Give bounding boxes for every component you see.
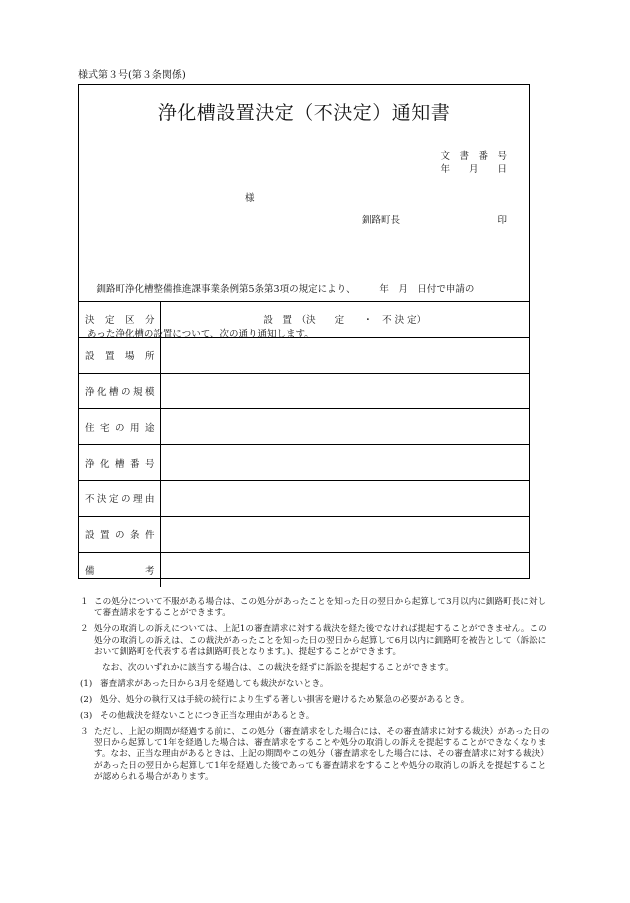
row-label: 浄化槽の規模 xyxy=(79,373,160,409)
note-number: １ xyxy=(80,597,89,607)
notes-section xyxy=(80,597,550,788)
notice-body xyxy=(87,252,523,372)
row-label: 住宅の用途 xyxy=(79,409,160,445)
table-row xyxy=(79,516,529,552)
note-text: この処分について不服がある場合は、この処分があったことを知った日の翌日から起算して3月以内に釧路町長に対して審査請求をすることができます。 xyxy=(94,597,547,619)
note-text: なお、次のいずれかに該当する場合は、この裁決を経ずに訴訟を提起することができます。 xyxy=(102,663,454,674)
note-text: その他裁決を経ないことにつき正当な理由があるとき。 xyxy=(100,710,315,721)
addressee-suffix: 様 xyxy=(245,193,255,204)
notice-frame xyxy=(78,84,530,579)
body-line-2: あった浄化槽の設置について、次の通り通知します。 xyxy=(87,329,314,340)
note-text: ただし、上記の期間が経過する前に、この処分（審査請求をした場合には、その審査請求に対する裁決）があった日の翌日から起算して1年を経過した場合は、審査請求をすることや処分の取消しの訴えを提起することができなくなります。なお、正当な理由があるときは、上記の期間やこの処分（審査請求をした場合には、その審査請求に対する裁決）があった日の翌日から起算して1年を経過した後であっても審査請求をすることや処分の取消しの訴えを提起することが認められる場合があります。 xyxy=(94,726,550,783)
note-number: (1) xyxy=(80,678,93,689)
body-line-1: 釧路町浄化槽整備推進課事業条例第5条第3項の規定により、 年 月 日付で申請の xyxy=(87,284,475,295)
row-value: 設 置 （決 定 ・ 不 決 定） xyxy=(263,315,427,327)
note-2 xyxy=(80,624,550,658)
note-text: 処分、処分の執行又は手続の続行により生ずる著しい損害を避けるため緊急の必要があるとき。 xyxy=(100,694,470,705)
note-number: ２ xyxy=(80,624,89,635)
note-item-3 xyxy=(80,711,550,722)
form-code: 様式第３号(第３条関係) xyxy=(78,70,186,81)
reference-block xyxy=(440,150,507,176)
note-2-supplement xyxy=(80,663,550,674)
row-label: 設置場所 xyxy=(79,337,160,373)
row-value xyxy=(160,373,529,409)
row-value xyxy=(160,445,529,481)
row-value xyxy=(160,516,529,552)
note-1 xyxy=(80,597,550,620)
note-item-1 xyxy=(80,679,550,690)
issuer-mayor: 釧路町長 xyxy=(362,215,401,226)
note-number: (2) xyxy=(80,694,93,705)
document-number-label: 文 書 番 号 xyxy=(440,151,507,162)
note-number: ３ xyxy=(80,726,89,737)
row-label: 備考 xyxy=(79,552,160,587)
table-row xyxy=(79,445,529,481)
table-row xyxy=(79,552,529,587)
row-label: 設置の条件 xyxy=(79,516,160,552)
document-title: 浄化槽設置決定（不決定）通知書 xyxy=(157,102,451,124)
seal-mark: 印 xyxy=(497,215,507,226)
table-row xyxy=(79,373,529,409)
table-row xyxy=(79,480,529,516)
note-text: 処分の取消しの訴えについては、上記1の審査請求に対する裁決を経た後でなければ提起することができません。この処分の取消しの訴えは、この裁決があったことを知った日の翌日から起算して6月以内に釧路町を被告として（訴訟において釧路町を代表する者は釧路町長となります。)、提起することができます。 xyxy=(94,624,547,658)
row-value xyxy=(160,552,529,587)
row-value xyxy=(160,409,529,445)
row-label: 不決定の理由 xyxy=(79,480,160,516)
note-number: (3) xyxy=(80,710,93,721)
table-row xyxy=(79,409,529,445)
note-item-2 xyxy=(80,695,550,706)
row-label: 決定区分 xyxy=(79,302,160,337)
note-3 xyxy=(80,727,550,784)
date-line: 年 月 日 xyxy=(440,164,507,175)
row-label: 浄化槽番号 xyxy=(79,445,160,481)
row-value xyxy=(160,480,529,516)
note-text: 審査請求があった日から3月を経過しても裁決がないとき。 xyxy=(100,678,329,689)
